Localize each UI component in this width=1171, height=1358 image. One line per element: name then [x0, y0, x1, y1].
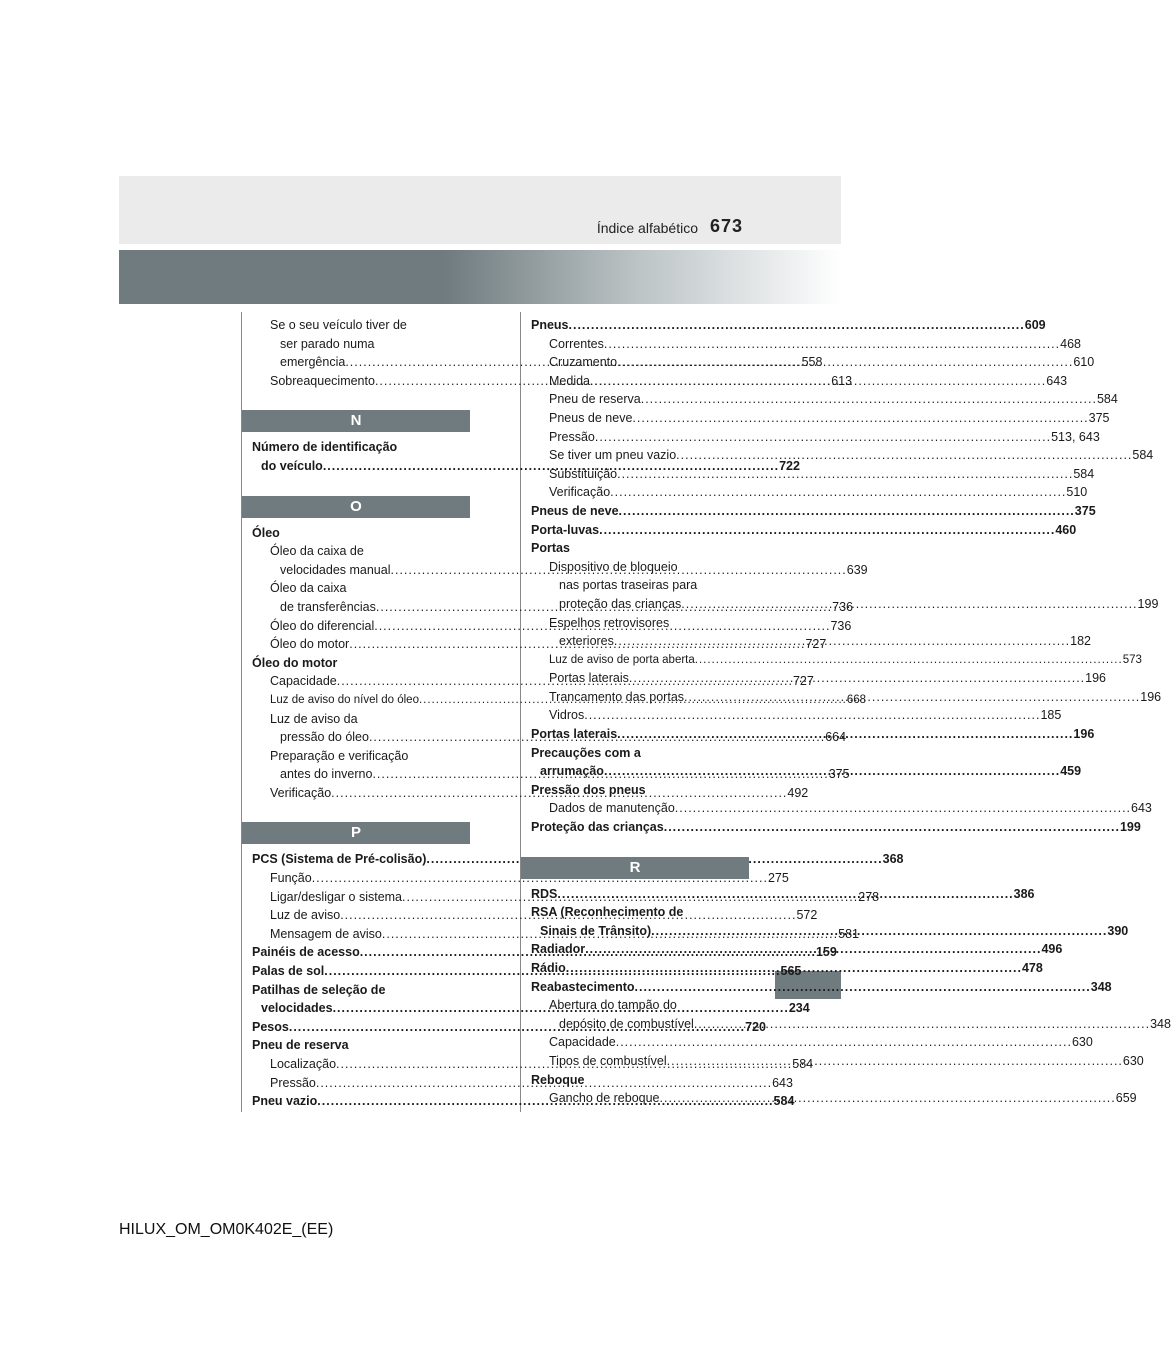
index-entry: Pressão dos pneus: [531, 782, 646, 797]
index-entry: Trancamento das portas ..... 196: [531, 688, 749, 707]
index-entry: Espelhos retrovisores: [549, 615, 670, 630]
index-entry: Óleo: [252, 525, 280, 540]
index-entry: ser parado numa: [280, 336, 375, 351]
index-entry: Pneus de neve ..... 375: [531, 409, 749, 428]
index-entry: Pesos ..... 720: [252, 1018, 470, 1037]
index-entry: Luz de aviso da: [270, 711, 358, 726]
index-entry: exteriores ..... 182: [531, 632, 749, 651]
index-entry: Sobreaquecimento ..... 613: [252, 372, 470, 391]
index-entry: Verificação ..... 492: [252, 784, 470, 803]
index-entry: Verificação ..... 510: [531, 483, 749, 502]
index-entry: velocidades ..... 234: [252, 999, 470, 1018]
page-number: 673: [709, 216, 743, 236]
decorative-banner: [119, 250, 841, 304]
index-entry: Capacidade ..... 727: [252, 672, 470, 691]
index-entry: Luz de aviso de porta aberta ..... 573: [531, 651, 749, 670]
index-entry: Dados de manutenção ..... 643: [531, 799, 749, 818]
index-entry: Patilhas de seleção de: [252, 982, 386, 997]
index-entry: Medida ..... 643: [531, 372, 749, 391]
section-title: Índice alfabético: [596, 220, 698, 236]
index-entry: Função ..... 275: [252, 869, 470, 888]
index-entry: Preparação e verificação: [270, 748, 409, 763]
index-entry: Dispositivo de bloqueio: [549, 559, 678, 574]
index-entry: Portas laterais ..... 196: [531, 725, 749, 744]
index-entry: velocidades manual ..... 639: [252, 561, 470, 580]
section-letter-n: N: [242, 410, 470, 432]
index-entry: Pneus de neve ..... 375: [531, 502, 749, 521]
index-entry: Reboque: [531, 1072, 585, 1087]
index-entry: Óleo da caixa de: [270, 544, 364, 559]
index-entry: Cruzamento ..... 610: [531, 353, 749, 372]
index-entry: Pneu vazio ..... 584: [252, 1092, 470, 1111]
index-entry: Pressão ..... 513, 643: [531, 428, 749, 447]
section-letter-r: R: [521, 857, 749, 879]
index-entry: Vidros ..... 185: [531, 706, 749, 725]
index-entry: Abertura do tampão do: [549, 998, 677, 1013]
middle-column-rule: [520, 312, 521, 1112]
index-entry: Substituição ..... 584: [531, 465, 749, 484]
index-entry: arrumação ..... 459: [531, 762, 749, 781]
index-entry: Se tiver um pneu vazio ..... 584: [531, 446, 749, 465]
index-entry: Ligar/desligar o sistema ..... 278: [252, 888, 470, 907]
index-entry: Proteção das crianças ..... 199: [531, 818, 749, 837]
index-entry: antes do inverno ..... 375: [252, 765, 470, 784]
index-entry: Mensagem de aviso ..... 581: [252, 925, 470, 944]
document-code: HILUX_OM_OM0K402E_(EE): [119, 1221, 334, 1238]
index-entry: nas portas traseiras para: [559, 578, 698, 593]
index-entry: Pneu de reserva: [252, 1038, 349, 1053]
index-entry: Sinais de Trânsito) ..... 390: [531, 922, 749, 941]
index-entry: Portas: [531, 541, 570, 556]
index-entry: Luz de aviso ..... 572: [252, 906, 470, 925]
index-entry: Precauções com a: [531, 745, 641, 760]
section-letter-o: O: [242, 496, 470, 518]
index-entry: Óleo do diferencial ..... 736: [252, 617, 470, 636]
index-entry: Capacidade ..... 630: [531, 1033, 749, 1052]
index-entry: pressão do óleo ..... 664: [252, 728, 470, 747]
index-entry: Correntes ..... 468: [531, 335, 749, 354]
index-entry: Localização ..... 584: [252, 1055, 470, 1074]
index-entry: Pressão ..... 643: [252, 1074, 470, 1093]
index-entry: Óleo da caixa: [270, 581, 347, 596]
index-entry: Reabastecimento ..... 348: [531, 978, 749, 997]
index-entry: RDS ..... 386: [531, 885, 749, 904]
index-entry: Radiador ..... 496: [531, 940, 749, 959]
index-entry: Número de identificação: [252, 440, 398, 455]
index-entry: depósito de combustível ..... 348: [531, 1015, 749, 1034]
index-entry: Gancho de reboque ..... 659: [531, 1089, 749, 1108]
index-entry: Pneu de reserva ..... 584: [531, 390, 749, 409]
index-entry: Palas de sol ..... 565: [252, 962, 470, 981]
index-entry: proteção das crianças ..... 199: [531, 595, 749, 614]
index-entry: Painéis de acesso ..... 159: [252, 943, 470, 962]
index-entry: de transferências ..... 736: [252, 598, 470, 617]
index-entry: emergência ..... 558: [252, 353, 470, 372]
section-letter-p: P: [242, 822, 470, 844]
index-entry: Se o seu veículo tiver de: [270, 318, 407, 332]
index-entry: Portas laterais ..... 196: [531, 669, 749, 688]
index-entry: Rádio ..... 478: [531, 959, 749, 978]
index-entry: Tipos de combustível ..... 630: [531, 1052, 749, 1071]
index-entry: Óleo do motor: [252, 655, 338, 670]
index-entry: Porta-luvas ..... 460: [531, 521, 749, 540]
index-entry: Óleo do motor ..... 727: [252, 635, 470, 654]
index-entry: PCS (Sistema de Pré-colisão) ..... 368: [252, 850, 470, 869]
index-entry: RSA (Reconhecimento de: [531, 905, 684, 920]
index-entry: do veículo ..... 722: [252, 457, 470, 476]
index-entry: Pneus ..... 609: [531, 316, 749, 335]
index-entry: Luz de aviso do nível do óleo ..... 668: [252, 691, 470, 710]
